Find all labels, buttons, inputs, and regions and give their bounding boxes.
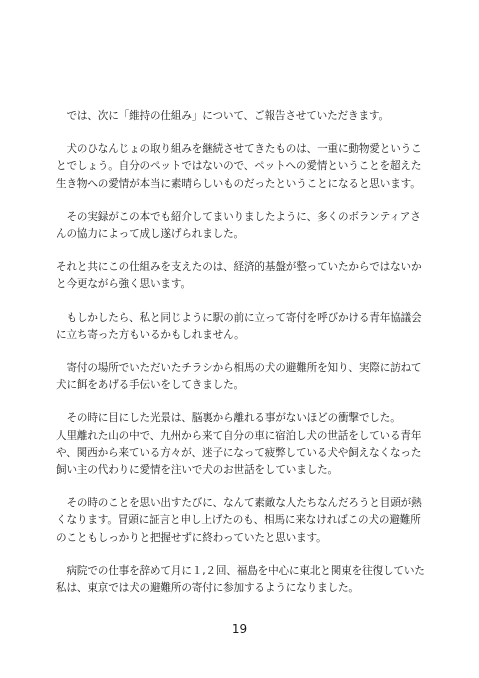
paragraph-5 xyxy=(56,310,424,344)
text-line: その実録がこの本でも紹介してまいりましたように、多くのボランティアさ xyxy=(56,210,421,223)
text-line: では、次に「維持の仕組み」について、ご報告させていただきます。 xyxy=(56,110,389,122)
paragraph-9 xyxy=(56,563,424,597)
text-line: 病院での仕事を辞めて月に１,２回、福島を中心に東北と関東を往復していた xyxy=(56,564,425,577)
paragraph-2 xyxy=(56,141,424,193)
text-line: 犬に餌をあげる手伝いをしてきました。 xyxy=(56,379,244,392)
text-line: に立ち寄った方もいるかもしれません。 xyxy=(56,328,245,341)
text-line: 生き物への愛情が本当に素晴らしいものだったということになると思います。 xyxy=(56,177,421,190)
text-line: んの協力によって成し遂げられました。 xyxy=(56,228,244,241)
paragraph-6 xyxy=(56,360,424,394)
text-line: とでしょう。自分のペットではないので、ペットへの愛情ということを超えた xyxy=(56,160,422,173)
paragraph-7 xyxy=(56,410,424,479)
paragraph-3 xyxy=(56,209,424,243)
paragraph-4 xyxy=(56,259,424,293)
text-line: 犬のひなんじょの取り組みを継続させてきたものは、一重に動物愛というこ xyxy=(56,143,422,156)
body-text xyxy=(56,108,424,597)
text-line: それと共にこの仕組みを支えたのは、経済的基盤が整っていたからではないか xyxy=(56,261,422,274)
text-line: 人里離れた山の中で、九州から来て自分の車に宿泊し犬の世話をしている青年 xyxy=(56,429,422,442)
paragraph-1 xyxy=(56,108,424,125)
text-line: もしかしたら、私と同じように駅の前に立って寄付を呼びかける青年協議会 xyxy=(56,311,422,324)
text-line: 私は、東京では犬の避難所の寄付に参加するようになりました。 xyxy=(56,582,359,595)
text-line: 寄付の場所でいただいたチラシから相馬の犬の避難所を知り、実際に訪ねて xyxy=(56,362,422,375)
text-line: その時に目にした光景は、脳裏から離れる事がないほどの衝撃でした。 xyxy=(56,412,401,425)
text-line: くなります。冒頭に証言と申し上げたのも、相馬に来なければこの犬の避難所 xyxy=(56,514,421,527)
text-line: や、関西から来ている方々が、迷子になって疲弊している犬や飼えなくなった xyxy=(56,446,422,459)
text-line: と今更ながら強く思います。 xyxy=(56,278,191,291)
text-line: のこともしっかりと把握せずに終わっていたと思います。 xyxy=(56,531,327,544)
page-number: 19 xyxy=(231,622,248,636)
paragraph-8 xyxy=(56,495,424,547)
text-line: その時のことを思い出すたびに、なんて素敵な人たちなんだろうと目頭が熱 xyxy=(56,497,422,510)
text-line: 飼い主の代わりに愛情を注いで犬のお世話をしていました。 xyxy=(56,464,338,477)
